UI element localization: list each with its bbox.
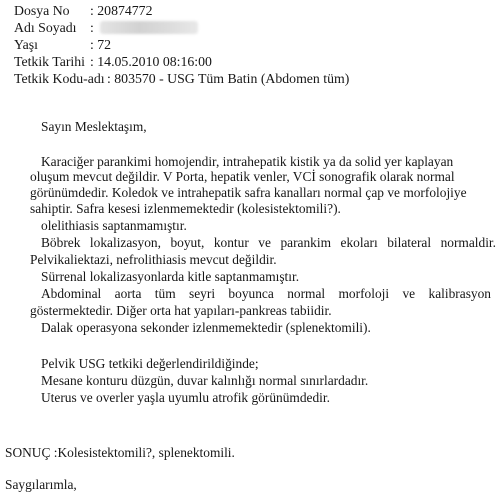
- field-value: :: [90, 21, 198, 35]
- body-line: Uterus ve overler yaşla uyumlu atrofik görünümdedir.: [41, 390, 330, 405]
- field-label: Dosya No: [14, 3, 70, 18]
- body-line: göstermektedir. Diğer orta hat yapıları-pankreas tabiidir.: [30, 303, 332, 318]
- field-label: Tetkik Kodu-adı: [14, 71, 105, 86]
- redacted-name: [100, 21, 198, 34]
- field-value: : 14.05.2010 08:16:00: [90, 54, 212, 69]
- field-value: : 20874772: [90, 3, 153, 18]
- body-line: Dalak operasyona sekonder izlenmemektedir (splenektomili).: [41, 320, 371, 335]
- body-line: Mesane konturu düzgün, duvar kalınlığı normal sınırlardadır.: [41, 373, 369, 388]
- closing: Saygılarımla,: [5, 477, 77, 492]
- body-line: olelithiasis saptanmamıştır.: [41, 218, 187, 233]
- field-label: Tetkik Tarihi: [14, 54, 85, 69]
- greeting: Sayın Meslektaşım,: [41, 119, 147, 134]
- field-value: : 803570 - USG Tüm Batin (Abdomen tüm): [107, 71, 350, 86]
- body-line: Böbrek lokalizasyon, boyut, kontur ve parankim ekoları bilateral normaldir.: [41, 235, 496, 250]
- conclusion: SONUÇ :Kolesistektomili?, splenektomili.: [5, 445, 235, 460]
- field-value: : 72: [90, 37, 112, 52]
- body-line: oluşum mevcut değildir. V Porta, hepatik venler, VCİ sonografik olarak normal: [30, 169, 455, 184]
- body-line: Pelvikaliektazi, nefrolithiasis mevcut değildir.: [30, 252, 277, 267]
- body-line: sahiptir. Safra kesesi izlenmemektedir (kolesistektomili?).: [30, 201, 341, 216]
- field-label: Yaşı: [14, 37, 38, 52]
- body-line: Pelvik USG tetkiki değerlendirildiğinde;: [41, 356, 259, 371]
- body-line: görünümdedir. Koledok ve intrahepatik safra kanalları normal çap ve morfolojiye: [30, 185, 467, 200]
- field-label: Adı Soyadı: [14, 20, 77, 35]
- body-line: Sürrenal lokalizasyonlarda kitle saptanmamıştır.: [41, 269, 300, 284]
- body-line: Abdominal aorta tüm seyri boyunca normal morfoloji ve kalibrasyon: [41, 286, 491, 301]
- body-line: Karaciğer parankimi homojendir, intrahepatik kistik ya da solid yer kaplayan: [41, 154, 454, 169]
